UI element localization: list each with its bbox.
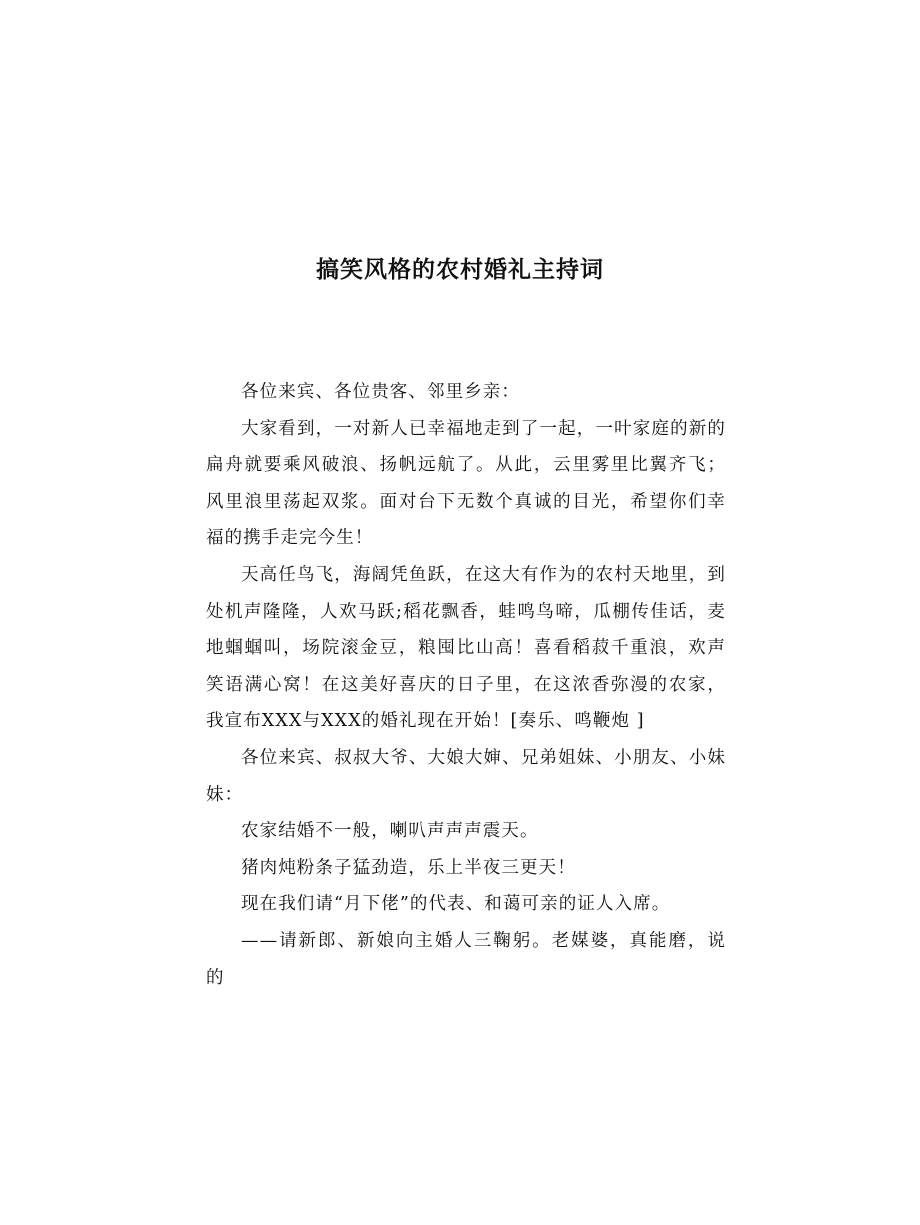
paragraph-address-guests: 各位来宾、叔叔大爷、大娘大婶、兄弟姐妹、小朋友、小妹妹：	[206, 747, 726, 805]
document-title: 搞笑风格的农村婚礼主持词	[316, 257, 604, 283]
paragraph-verse-1: 农家结婚不一般，喇叭声声声震天。	[241, 821, 539, 842]
paragraph-announcement: 天高任鸟飞，海阔凭鱼跃，在这大有作为的农村天地里，到处机声隆隆，人欢马跃;稻花飘香，蛙鸣鸟啼，瓜棚传佳话，麦地蝈蝈叫，场院滚金豆，粮囤比山高！喜看稻菽千重浪，欢声笑语满心窝！在这美好喜庆的日子里，在这浓香弥漫的农家，我宣布XXX与XXX的婚礼现在开始！[奏乐、鸣鞭炮 ]	[206, 564, 726, 732]
paragraph-invite-witness: 现在我们请“月下佬”的代表、和蔼可亲的证人入席。	[241, 894, 671, 915]
paragraph-opening: 大家看到，一对新人已幸福地走到了一起，一叶家庭的新的扁舟就要乘风破浪、扬帆远航了。从此，云里雾里比翼齐飞；风里浪里荡起双浆。面对台下无数个真诚的目光，希望你们幸福的携手走完今生！	[206, 418, 726, 549]
paragraph-bow: ——请新郎、新娘向主婚人三鞠躬。老媒婆，真能磨，说 的	[206, 930, 726, 988]
document-body	[206, 374, 726, 996]
paragraph-greeting: 各位来宾、各位贵客、邻里乡亲：	[241, 382, 520, 402]
paragraph-verse-2: 猪肉炖粉条子猛劲造，乐上半夜三更天！	[241, 857, 576, 878]
